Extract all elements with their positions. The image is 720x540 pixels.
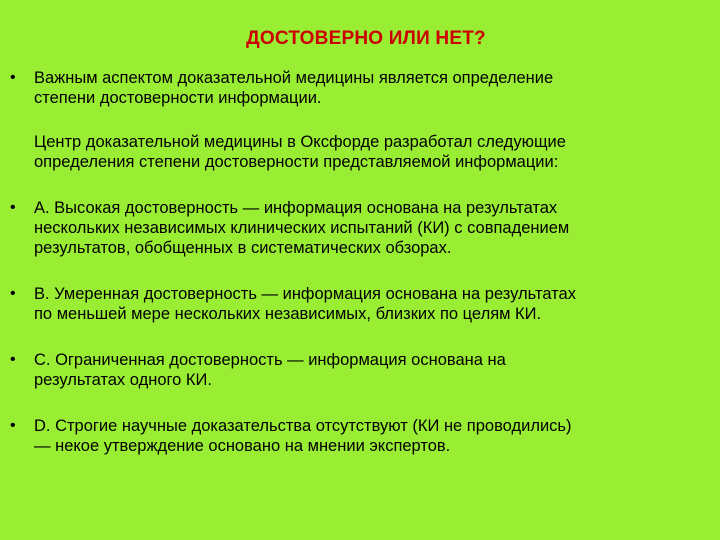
bullet-text bbox=[34, 416, 710, 456]
text-line: результатах одного КИ. bbox=[34, 371, 212, 389]
text-line: А. Высокая достоверность — информация основана на результатах bbox=[34, 199, 558, 217]
text-line: по меньшей мере нескольких независимых, близких по целям КИ. bbox=[34, 305, 542, 323]
text-line: D. Строгие научные доказательства отсутствуют (КИ не проводились) bbox=[34, 417, 572, 435]
text-line: С. Ограниченная достоверность — информация основана на bbox=[34, 351, 506, 369]
bullet-icon: • bbox=[10, 417, 16, 434]
slide-title: ДОСТОВЕРНО ИЛИ НЕТ? bbox=[246, 28, 486, 49]
bullet-item-level-a bbox=[10, 198, 710, 258]
bullet-item-evidence-importance bbox=[10, 68, 710, 108]
bullet-text bbox=[34, 350, 710, 390]
bullet-icon: • bbox=[10, 199, 16, 216]
bullet-icon: • bbox=[10, 69, 16, 86]
text-line: Центр доказательной медицины в Оксфорде разработал следующие bbox=[34, 133, 566, 151]
bullet-icon: • bbox=[10, 285, 16, 302]
bullet-text bbox=[34, 284, 710, 324]
slide-content bbox=[10, 68, 710, 456]
text-line: определения степени достоверности представляемой информации: bbox=[34, 153, 559, 171]
text-line: нескольких независимых клинических испытаний (КИ) с совпадением bbox=[34, 219, 570, 237]
text-line: результатов, обобщенных в систематических обзорах. bbox=[34, 239, 452, 257]
paragraph-oxford-centre bbox=[34, 132, 710, 172]
text-line: степени достоверности информации. bbox=[34, 89, 322, 107]
bullet-item-level-b bbox=[10, 284, 710, 324]
text-line: В. Умеренная достоверность — информация основана на результатах bbox=[34, 285, 576, 303]
text-line: Важным аспектом доказательной медицины является определение bbox=[34, 69, 554, 87]
bullet-item-level-c bbox=[10, 350, 710, 390]
bullet-icon: • bbox=[10, 351, 16, 368]
bullet-item-level-d bbox=[10, 416, 710, 456]
bullet-text bbox=[34, 198, 710, 258]
bullet-text bbox=[34, 68, 710, 108]
text-line: — некое утверждение основано на мнении экспертов. bbox=[34, 437, 451, 455]
